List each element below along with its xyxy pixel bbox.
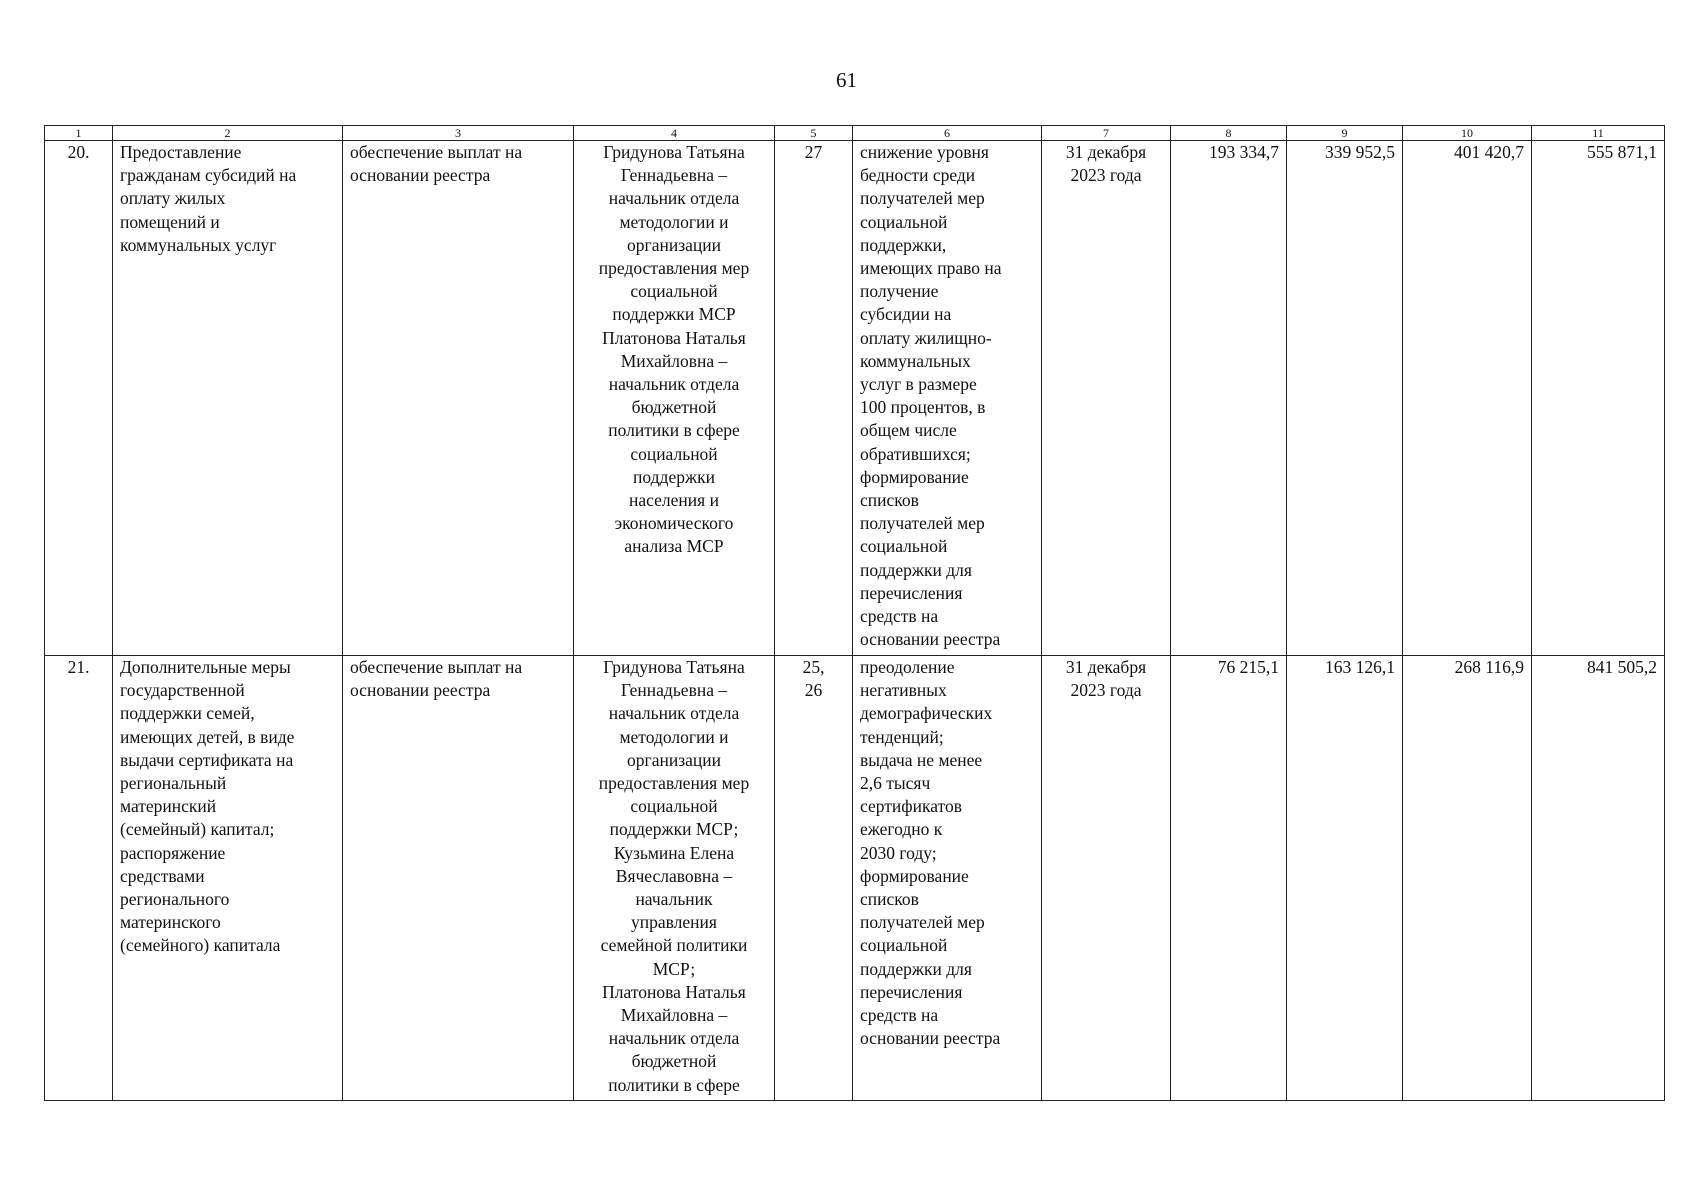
cell-line: 26 bbox=[804, 680, 823, 701]
cell-line: экономического bbox=[614, 513, 734, 534]
cell-line: формирование bbox=[860, 865, 969, 886]
cell-line: получателей мер bbox=[860, 513, 985, 534]
cell-line: семейной политики bbox=[600, 935, 748, 956]
indicator-numbers bbox=[775, 656, 853, 1101]
responsible-persons bbox=[574, 656, 775, 1101]
cell-line: бюджетной bbox=[631, 1051, 717, 1072]
cell-line: 100 процентов, в bbox=[860, 397, 986, 418]
cell-line: выдача не менее bbox=[860, 749, 983, 770]
cell-line: 31 декабря bbox=[1065, 142, 1147, 162]
cell-line: 2023 года bbox=[1070, 680, 1142, 701]
deadline bbox=[1042, 141, 1171, 656]
cell-line: бюджетной bbox=[631, 397, 717, 418]
column-header: 9 bbox=[1287, 126, 1403, 141]
cell-line: обеспечение выплат на bbox=[350, 142, 523, 162]
cell-line: социальной bbox=[630, 796, 718, 817]
cell-line: оплату жилищно- bbox=[860, 327, 992, 348]
cell-line: 27 bbox=[804, 142, 823, 162]
value-col-11: 841 505,2 bbox=[1532, 656, 1665, 1101]
cell-line: гражданам субсидий на bbox=[120, 165, 297, 186]
cell-line: получателей мер bbox=[860, 188, 985, 209]
cell-line: основании реестра bbox=[350, 680, 491, 701]
cell-line: списков bbox=[860, 889, 919, 910]
cell-line: списков bbox=[860, 490, 919, 511]
page-number: 61 bbox=[836, 68, 857, 92]
value-col-8: 76 215,1 bbox=[1171, 656, 1287, 1101]
value-col-9: 163 126,1 bbox=[1287, 656, 1403, 1101]
cell-line: субсидии на bbox=[860, 304, 952, 325]
cell-line: имеющих детей, в виде bbox=[120, 726, 295, 747]
cell-line: населения и bbox=[629, 490, 719, 511]
cell-line: поддержки для bbox=[860, 559, 972, 580]
cell-line: средств на bbox=[860, 1005, 939, 1026]
cell-line: методологии и bbox=[619, 726, 729, 747]
measure-name bbox=[113, 141, 343, 656]
indicator-numbers bbox=[775, 141, 853, 656]
cell-line: социальной bbox=[860, 935, 948, 956]
column-header: 10 bbox=[1403, 126, 1532, 141]
cell-line: преодоление bbox=[860, 657, 955, 677]
cell-line: получателей мер bbox=[860, 912, 985, 933]
cell-line: Платонова Наталья bbox=[602, 327, 746, 348]
cell-line: государственной bbox=[120, 680, 245, 701]
cell-line: начальник отдела bbox=[608, 188, 740, 209]
cell-line: МСР; bbox=[652, 958, 696, 979]
cell-line: поддержки семей, bbox=[120, 703, 255, 724]
cell-line: имеющих право на bbox=[860, 258, 1002, 279]
row-number: 20. bbox=[45, 141, 113, 656]
cell-line: коммунальных услуг bbox=[120, 234, 277, 255]
cell-line: Михайловна – bbox=[620, 350, 728, 371]
cell-line: методологии и bbox=[619, 211, 729, 232]
cell-line: перечисления bbox=[860, 582, 963, 603]
cell-line: общем числе bbox=[860, 420, 957, 441]
cell-line: поддержки для bbox=[860, 958, 972, 979]
cell-line: формирование bbox=[860, 466, 969, 487]
cell-line: предоставления мер bbox=[598, 773, 750, 794]
cell-line: основании реестра bbox=[860, 629, 1001, 650]
cell-line: Предоставление bbox=[120, 142, 242, 162]
program-measures-table bbox=[44, 125, 1665, 1101]
cell-line: Кузьмина Елена bbox=[613, 842, 735, 863]
column-header: 11 bbox=[1532, 126, 1665, 141]
cell-line: сертификатов bbox=[860, 796, 962, 817]
cell-line: тенденций; bbox=[860, 726, 944, 747]
column-header: 1 bbox=[45, 126, 113, 141]
cell-line: снижение уровня bbox=[860, 142, 989, 162]
column-header: 7 bbox=[1042, 126, 1171, 141]
responsible-persons bbox=[574, 141, 775, 656]
cell-line: начальник отдела bbox=[608, 703, 740, 724]
cell-line: начальник отдела bbox=[608, 1028, 740, 1049]
cell-line: 2,6 тысяч bbox=[860, 773, 931, 794]
measure-name bbox=[113, 656, 343, 1101]
cell-line: политики в сфере bbox=[608, 1074, 740, 1095]
cell-line: получение bbox=[860, 281, 939, 302]
cell-line: Вячеславовна – bbox=[615, 865, 733, 886]
cell-line: Михайловна – bbox=[620, 1005, 728, 1026]
cell-line: социальной bbox=[860, 536, 948, 557]
cell-line: ежегодно к bbox=[860, 819, 943, 840]
cell-line: Платонова Наталья bbox=[602, 981, 746, 1002]
cell-line: коммунальных bbox=[860, 350, 971, 371]
cell-line: Геннадьевна – bbox=[620, 680, 728, 701]
row-number: 21. bbox=[45, 656, 113, 1101]
cell-line: организации bbox=[627, 749, 721, 770]
cell-line: поддержки МСР bbox=[612, 304, 736, 325]
cell-line: 2023 года bbox=[1070, 165, 1142, 186]
cell-line: Дополнительные меры bbox=[120, 657, 291, 677]
value-col-11: 555 871,1 bbox=[1532, 141, 1665, 656]
cell-line: (семейный) капитал; bbox=[120, 819, 275, 840]
value-col-9: 339 952,5 bbox=[1287, 141, 1403, 656]
cell-line: региональный bbox=[120, 773, 227, 794]
cell-line: регионального bbox=[120, 889, 230, 910]
value-col-8: 193 334,7 bbox=[1171, 141, 1287, 656]
cell-line: средств на bbox=[860, 606, 939, 627]
column-header: 6 bbox=[853, 126, 1042, 141]
value-col-10: 268 116,9 bbox=[1403, 656, 1532, 1101]
cell-line: выдачи сертификата на bbox=[120, 749, 294, 770]
cell-line: предоставления мер bbox=[598, 258, 750, 279]
cell-line: демографических bbox=[860, 703, 993, 724]
cell-line: начальник отдела bbox=[608, 374, 740, 395]
cell-line: основании реестра bbox=[350, 165, 491, 186]
cell-line: организации bbox=[627, 234, 721, 255]
table-row bbox=[45, 656, 1665, 1101]
column-header: 8 bbox=[1171, 126, 1287, 141]
column-header: 2 bbox=[113, 126, 343, 141]
cell-line: управления bbox=[631, 912, 717, 933]
measure-mechanism bbox=[343, 656, 574, 1101]
cell-line: обратившихся; bbox=[860, 443, 971, 464]
cell-line: социальной bbox=[860, 211, 948, 232]
cell-line: материнского bbox=[120, 912, 221, 933]
cell-line: 31 декабря bbox=[1065, 657, 1147, 677]
cell-line: начальник bbox=[635, 889, 713, 910]
expected-result bbox=[853, 656, 1042, 1101]
value-col-10: 401 420,7 bbox=[1403, 141, 1532, 656]
cell-line: социальной bbox=[630, 443, 718, 464]
deadline bbox=[1042, 656, 1171, 1101]
cell-line: поддержки, bbox=[860, 234, 947, 255]
cell-line: перечисления bbox=[860, 981, 963, 1002]
cell-line: бедности среди bbox=[860, 165, 976, 186]
column-header: 5 bbox=[775, 126, 853, 141]
cell-line: анализа МСР bbox=[624, 536, 724, 557]
cell-line: (семейного) капитала bbox=[120, 935, 281, 956]
cell-line: поддержки МСР; bbox=[609, 819, 739, 840]
cell-line: Гридунова Татьяна bbox=[603, 142, 745, 162]
measure-mechanism bbox=[343, 141, 574, 656]
expected-result bbox=[853, 141, 1042, 656]
cell-line: негативных bbox=[860, 680, 947, 701]
column-header: 3 bbox=[343, 126, 574, 141]
cell-line: социальной bbox=[630, 281, 718, 302]
cell-line: помещений и bbox=[120, 211, 220, 232]
cell-line: 25, bbox=[802, 657, 825, 677]
table-row bbox=[45, 141, 1665, 656]
cell-line: услуг в размере bbox=[860, 374, 977, 395]
column-header: 4 bbox=[574, 126, 775, 141]
cell-line: Геннадьевна – bbox=[620, 165, 728, 186]
cell-line: политики в сфере bbox=[608, 420, 740, 441]
cell-line: обеспечение выплат на bbox=[350, 657, 523, 677]
cell-line: оплату жилых bbox=[120, 188, 226, 209]
cell-line: средствами bbox=[120, 865, 205, 886]
cell-line: распоряжение bbox=[120, 842, 226, 863]
cell-line: 2030 году; bbox=[860, 842, 937, 863]
column-number-row bbox=[45, 126, 1665, 141]
cell-line: поддержки bbox=[633, 466, 715, 487]
cell-line: основании реестра bbox=[860, 1028, 1001, 1049]
cell-line: материнский bbox=[120, 796, 217, 817]
cell-line: Гридунова Татьяна bbox=[603, 657, 745, 677]
